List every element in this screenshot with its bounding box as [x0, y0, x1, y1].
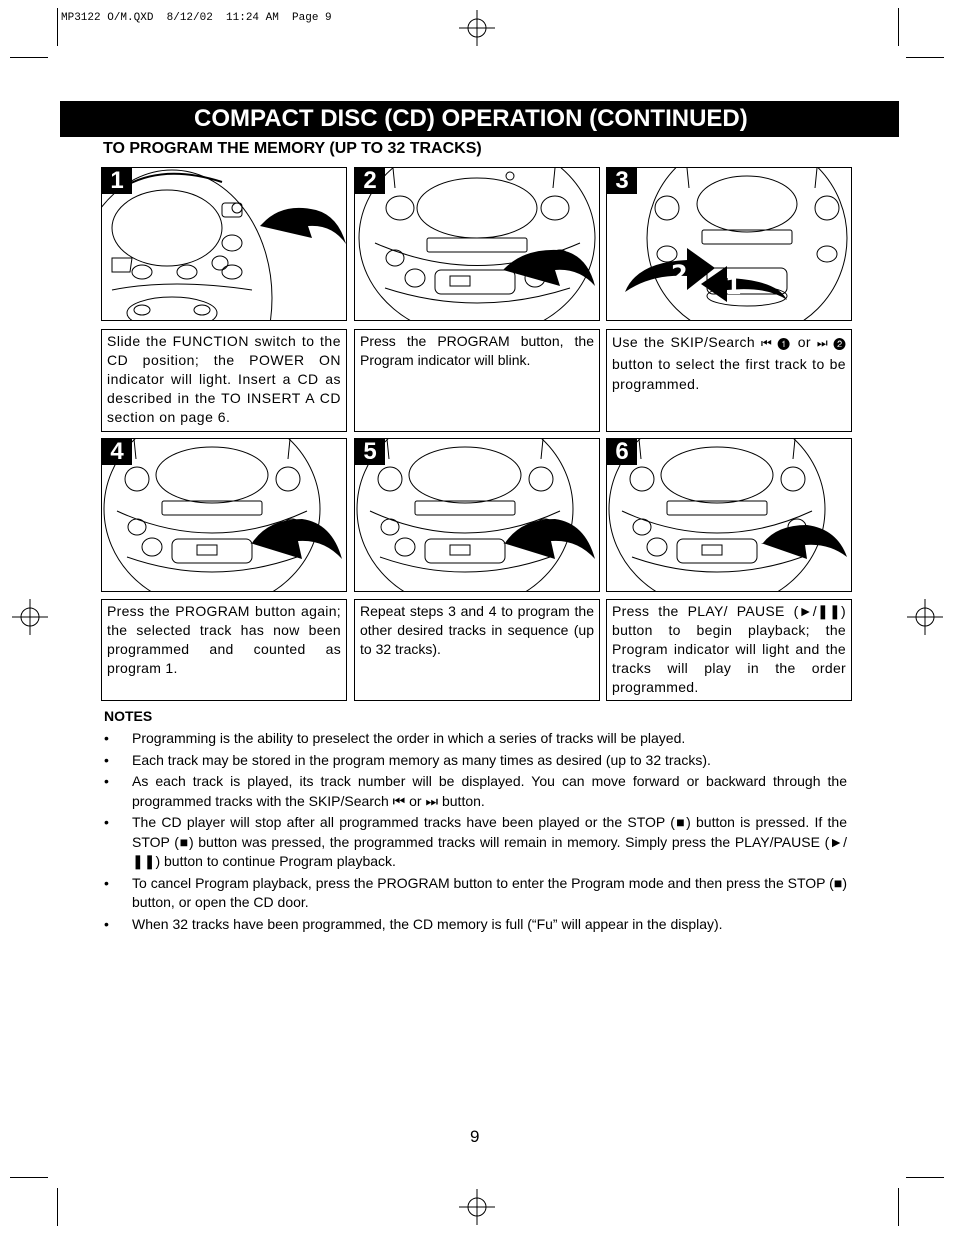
step-3-text-c: button to select the first track to be programmed. — [612, 355, 846, 392]
cd-player-drawing — [102, 439, 347, 592]
notes-heading: NOTES — [104, 708, 153, 724]
registration-mark-left — [12, 599, 48, 635]
note-text: As each track is played, its track number will be displayed. You can move forward or backward through the programmed tracks with the SKIP/Search ⏮ or ⏭ button. — [132, 773, 847, 809]
cd-player-drawing — [355, 168, 600, 321]
step-2-description: Press the PROGRAM button, the Program indicator will blink. — [354, 329, 600, 432]
note-text: Each track may be stored in the program memory as many times as desired (up to 32 tracks). — [132, 751, 711, 768]
step-3-description — [606, 329, 852, 432]
step-4-number: 4 — [102, 439, 132, 465]
cd-player-drawing — [355, 439, 600, 592]
cd-player-drawing — [607, 439, 852, 592]
registration-mark-right — [907, 599, 943, 635]
note-item — [104, 729, 847, 749]
bullet: • — [104, 915, 109, 932]
step-3-text-b: or — [797, 334, 811, 350]
note-item — [104, 813, 847, 872]
bullet: • — [104, 814, 109, 830]
file-slug: MP3122 O/M.QXD 8/12/02 11:24 AM Page 9 — [61, 12, 332, 24]
section-subtitle: TO PROGRAM THE MEMORY (UP TO 32 TRACKS) — [103, 140, 482, 157]
step-6-illustration — [606, 438, 852, 592]
callout-1-label: 1 — [725, 272, 742, 300]
bullet: • — [104, 773, 109, 789]
callout-2-label: 2 — [671, 260, 688, 288]
step-4-description: Press the PROGRAM button again; the selected track has now been programmed and counted as program 1. — [101, 599, 347, 701]
registration-mark-bottom — [459, 1189, 495, 1225]
step-3-number: 3 — [607, 168, 637, 194]
step-6-description: Press the PLAY/ PAUSE (►/❚❚) button to begin playback; the Program indicator will light and the tracks will play in the order programmed. — [606, 599, 852, 701]
step-2-number: 2 — [355, 168, 385, 194]
note-item — [104, 874, 847, 913]
note-text: Programming is the ability to preselect the order in which a series of tracks will be played. — [132, 730, 686, 746]
note-item — [104, 751, 847, 771]
section-title-banner: COMPACT DISC (CD) OPERATION (CONTINUED) — [60, 101, 899, 137]
page-number: 9 — [470, 1127, 480, 1146]
step-3-text-a: Use the SKIP/Search — [612, 334, 756, 350]
step-6-number: 6 — [607, 439, 637, 465]
cd-player-drawing — [102, 168, 347, 321]
step-1-number: 1 — [102, 168, 132, 194]
bullet: • — [104, 751, 109, 768]
step-5-illustration — [354, 438, 600, 592]
step-1-illustration — [101, 167, 347, 321]
step-1-description: Slide the FUNCTION switch to the CD position; the POWER ON indicator will light. Insert a CD as described in the TO INSERT A CD section on page 6. — [101, 329, 347, 432]
registration-mark-top — [459, 10, 495, 46]
notes-list — [104, 729, 847, 936]
skip-forward-icon: ⏭ ❷ — [816, 336, 847, 350]
cd-player-drawing — [607, 168, 852, 321]
note-text: When 32 tracks have been programmed, the CD memory is full (“Fu” will appear in the display). — [132, 915, 723, 932]
note-item — [104, 772, 847, 811]
step-2-illustration — [354, 167, 600, 321]
bullet: • — [104, 874, 109, 891]
note-item — [104, 915, 847, 935]
step-5-description: Repeat steps 3 and 4 to program the other desired tracks in sequence (up to 32 tracks). — [354, 599, 600, 701]
note-text: The CD player will stop after all programmed tracks have been played or the STOP (■) button is pressed. If the STOP (■) button was pressed, the programmed tracks will remain in memory. Simply press the PLAY/PAUSE (►/❚❚) button to continue Program playback. — [132, 814, 847, 869]
step-5-number: 5 — [355, 439, 385, 465]
skip-back-icon: ⏮ ❶ — [761, 336, 792, 350]
bullet: • — [104, 730, 109, 746]
note-text: To cancel Program playback, press the PROGRAM button to enter the Program mode and then press the STOP (■) button, or open the CD door. — [132, 874, 847, 910]
step-3-illustration — [606, 167, 852, 321]
step-4-illustration — [101, 438, 347, 592]
